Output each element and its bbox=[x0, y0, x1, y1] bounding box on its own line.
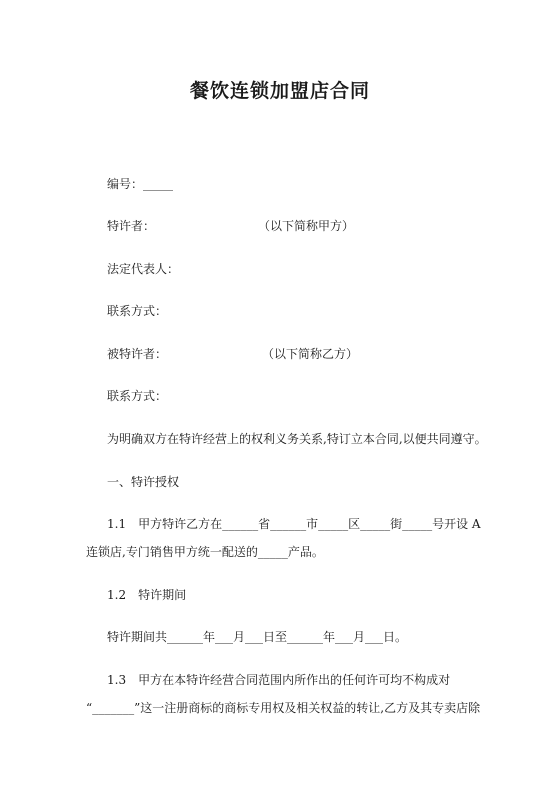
section-1-heading: 一、特许授权 bbox=[107, 475, 180, 489]
clause-1-2-text: 特许期间共______年___月___日至______年___月___日。 bbox=[107, 630, 408, 644]
clause-1-1-line-1: 1.1 甲方特许乙方在______省______市_____区_____街_____号开设 A bbox=[107, 517, 481, 531]
franchisor-field: 特许者： bbox=[107, 219, 156, 233]
clause-1-3-line-1: 1.3 甲方在本特许经营合同范围内所作出的任何许可均不构成对 bbox=[107, 673, 451, 687]
contract-number-field: 编号：_____ bbox=[107, 177, 174, 191]
legal-representative-field: 法定代表人： bbox=[107, 262, 180, 276]
contract-title: 餐饮连锁加盟店合同 bbox=[189, 80, 370, 102]
franchisee-contact-field: 联系方式： bbox=[107, 389, 168, 403]
franchisee-note: （以下简称乙方） bbox=[262, 347, 359, 361]
franchisor-note: （以下简称甲方） bbox=[258, 219, 355, 233]
franchisor-contact-field: 联系方式： bbox=[107, 304, 168, 318]
franchisee-field: 被特许者： bbox=[107, 347, 168, 361]
clause-1-2-heading: 1.2 特许期间 bbox=[107, 588, 187, 602]
clause-1-1-line-2: 连锁店,专门销售甲方统一配送的_____产品。 bbox=[86, 545, 324, 559]
preamble-text: 为明确双方在特许经营上的权利义务关系,特订立本合同,以便共同遵守。 bbox=[107, 432, 487, 446]
clause-1-3-line-2: “_______”这一注册商标的商标专用权及相关权益的转让,乙方及其专卖店除 bbox=[86, 701, 481, 715]
